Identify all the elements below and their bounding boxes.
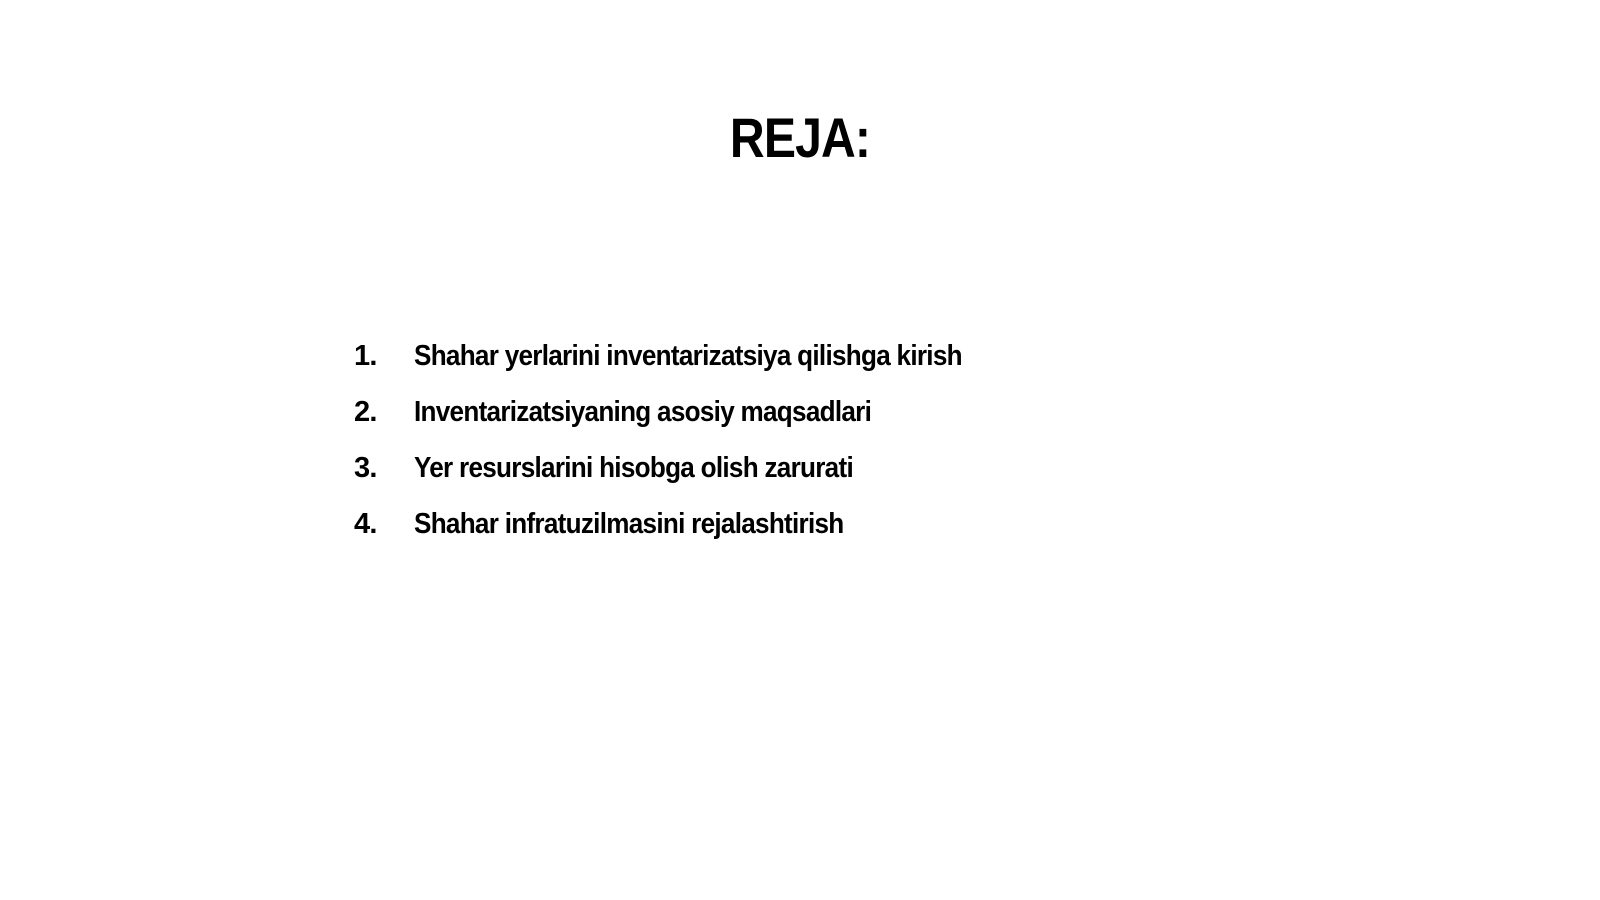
plan-list — [354, 328, 1023, 552]
plan-item-text: Inventarizatsiyaning asosiy maqsadlari — [414, 396, 872, 428]
plan-item-number: 4. — [354, 508, 377, 540]
plan-item-text: Yer resurslarini hisobga olish zarurati — [414, 452, 853, 484]
plan-item — [354, 328, 1023, 384]
plan-item — [354, 496, 1023, 552]
plan-item-text: Shahar yerlarini inventarizatsiya qilishga kirish — [414, 340, 962, 372]
plan-item — [354, 440, 1023, 496]
slide-title: REJA: — [729, 106, 871, 169]
plan-item-number: 1. — [354, 340, 377, 372]
plan-item-number: 3. — [354, 452, 377, 484]
plan-item-number: 2. — [354, 396, 377, 428]
plan-item — [354, 384, 1023, 440]
plan-item-text: Shahar infratuzilmasini rejalashtirish — [414, 508, 844, 540]
